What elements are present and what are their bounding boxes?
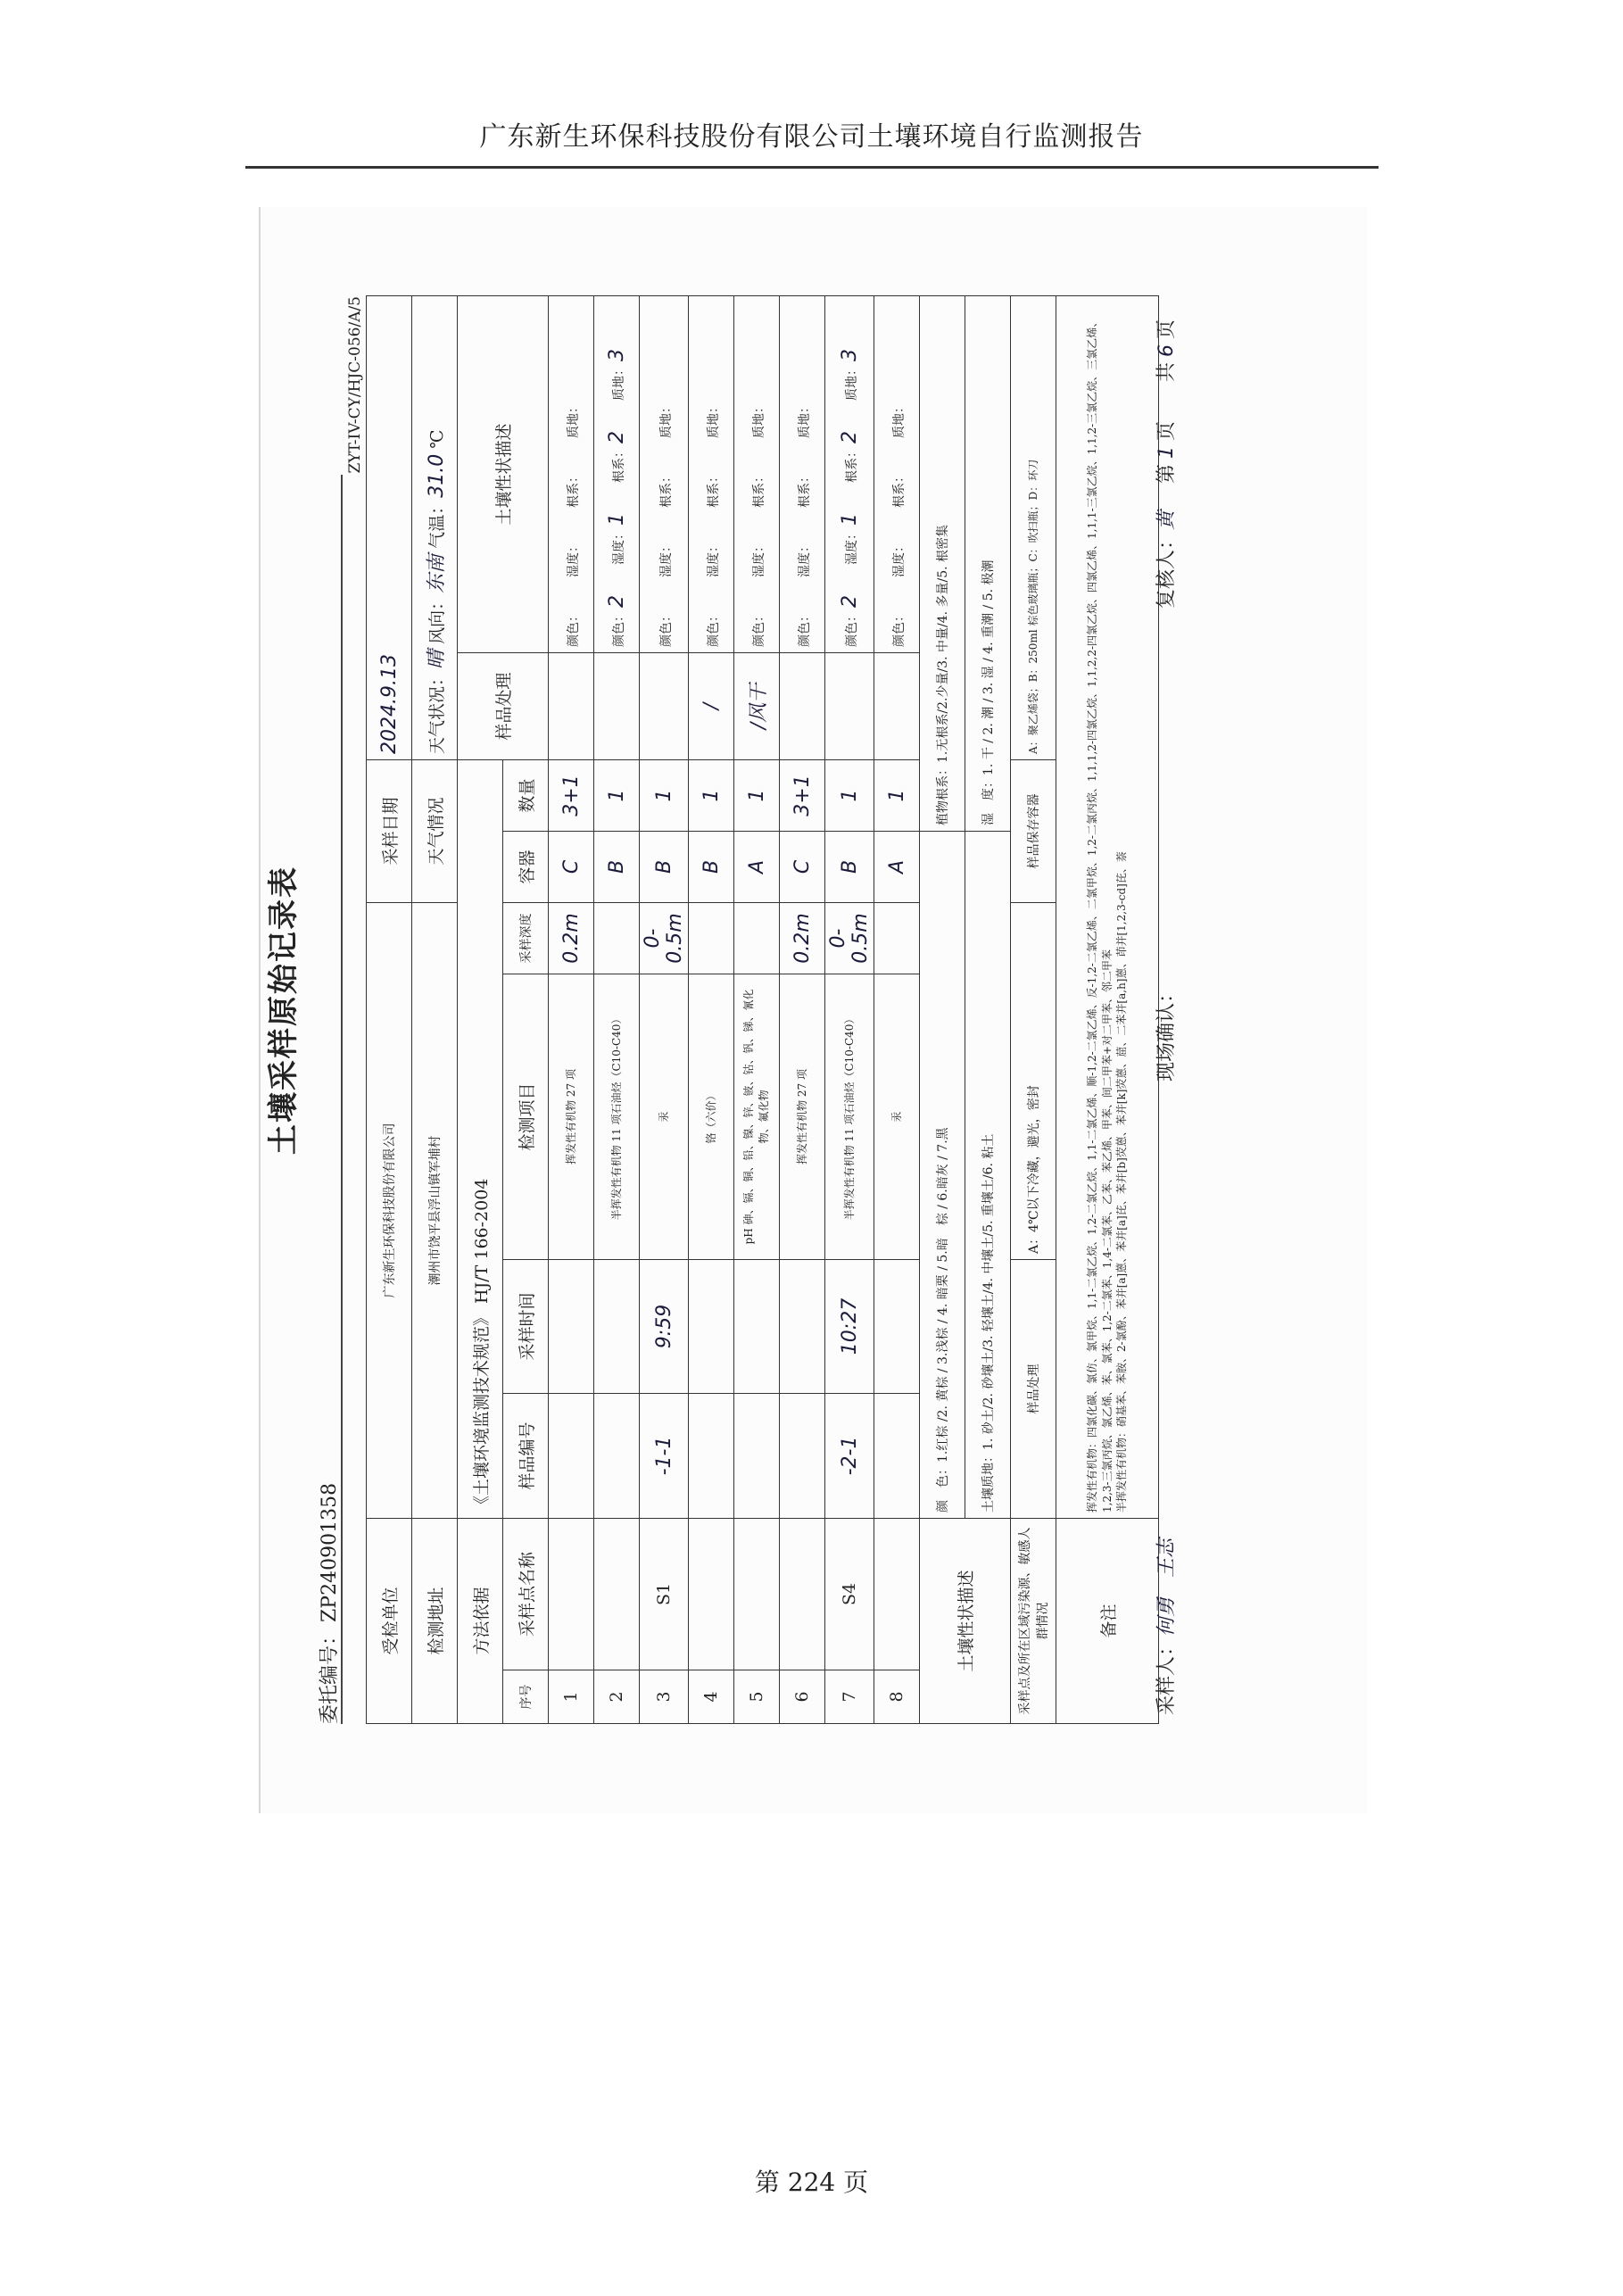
desc-color-label: 颜色： bbox=[891, 609, 907, 647]
table-row bbox=[594, 295, 640, 1723]
cell-sample-no bbox=[780, 1393, 825, 1518]
cell-container: B bbox=[689, 831, 734, 902]
desc-moisture bbox=[605, 512, 628, 565]
cell-item: 挥发性有机物 27 项 bbox=[780, 974, 825, 1259]
storage-treat-label: 样品处理 bbox=[1011, 1259, 1056, 1518]
storage-container-label: 样品保存容器 bbox=[1011, 759, 1056, 902]
weather-label: 天气情况 bbox=[412, 759, 458, 902]
col-seq: 序号 bbox=[503, 1670, 549, 1724]
desc-color-label: 颜色： bbox=[751, 609, 766, 647]
desc-root-label: 根系： bbox=[566, 469, 581, 508]
col-item: 检测项目 bbox=[503, 974, 549, 1259]
date-label: 采样日期 bbox=[367, 759, 412, 902]
table-row bbox=[780, 295, 825, 1723]
cell-item: 半挥发性有机物 11 项石油烃（C10-C40） bbox=[825, 974, 874, 1259]
legend-root: 植物根系：1.无根系/2.少量/3. 中量/4. 多量/5. 根密集 bbox=[920, 295, 965, 831]
desc-texture-label: 质地： bbox=[751, 400, 766, 438]
cell-point bbox=[549, 1518, 594, 1670]
desc-moisture-value: 1 bbox=[838, 512, 861, 526]
col-depth: 采样深度 bbox=[503, 902, 549, 974]
cell-container: B bbox=[594, 831, 640, 902]
cell-sample-no bbox=[874, 1393, 920, 1518]
cell-container: A bbox=[874, 831, 920, 902]
unit-label: 受检单位 bbox=[367, 1518, 412, 1723]
date-value: 2024.9.13 bbox=[367, 295, 412, 759]
desc-texture-label: 质地： bbox=[658, 400, 674, 438]
desc-texture bbox=[605, 348, 628, 401]
desc-texture-label: 质地： bbox=[797, 400, 812, 438]
cell-seq: 6 bbox=[780, 1670, 825, 1724]
desc-moisture bbox=[892, 538, 907, 577]
info-row-unit bbox=[367, 295, 412, 1723]
desc-root-label: 根系： bbox=[797, 469, 812, 508]
desc-color-label: 颜色： bbox=[797, 609, 812, 647]
desc-root-value: 2 bbox=[605, 430, 628, 443]
desc-color-value: 2 bbox=[838, 594, 861, 608]
cell-item: 汞 bbox=[640, 974, 689, 1259]
cell-depth: 0.2m bbox=[549, 902, 594, 974]
col-time: 采样时间 bbox=[503, 1259, 549, 1393]
table-row bbox=[549, 295, 594, 1723]
cell-desc bbox=[734, 295, 780, 652]
desc-texture bbox=[752, 399, 766, 438]
cell-sample-no: -2-1 bbox=[825, 1393, 874, 1518]
cell-seq: 2 bbox=[594, 1670, 640, 1724]
storage-treat-value: A：4℃以下冷藏，避光，密封 bbox=[1011, 902, 1056, 1259]
desc-color bbox=[838, 594, 861, 647]
desc-moisture bbox=[798, 538, 812, 577]
storage-row bbox=[1011, 295, 1056, 1723]
cell-time: 9:59 bbox=[640, 1259, 689, 1393]
cell-treat bbox=[594, 652, 640, 759]
desc-color-label: 颜色： bbox=[566, 609, 581, 647]
desc-texture-label: 质地： bbox=[844, 362, 859, 401]
desc-root bbox=[567, 468, 581, 508]
cell-seq: 4 bbox=[689, 1670, 734, 1724]
cell-container: B bbox=[825, 831, 874, 902]
weather-value bbox=[412, 295, 458, 759]
desc-texture bbox=[838, 348, 861, 401]
desc-color-value: 2 bbox=[605, 594, 628, 608]
cell-desc bbox=[594, 295, 640, 652]
doc-code: ZYT-IV-CY/HJC-056/A/5 bbox=[346, 296, 364, 474]
onsite-confirm bbox=[1151, 983, 1179, 1082]
desc-color-label: 颜色： bbox=[844, 609, 859, 647]
temp-unit: ℃ bbox=[426, 429, 447, 449]
sampler-label: 采样人： bbox=[1155, 1636, 1178, 1715]
desc-root bbox=[752, 468, 766, 508]
desc-root bbox=[798, 468, 812, 508]
cell-treat: / bbox=[689, 652, 734, 759]
desc-root bbox=[659, 468, 674, 508]
cell-depth bbox=[594, 902, 640, 974]
cell-desc bbox=[874, 295, 920, 652]
legend-label: 土壤性状描述 bbox=[920, 1518, 1011, 1723]
addr-label: 检测地址 bbox=[412, 1518, 458, 1723]
cell-sample-no bbox=[689, 1393, 734, 1518]
storage-container-value: A：聚乙烯袋；B：250ml 棕色玻璃瓶；C：吹扫瓶；D：环刀 bbox=[1011, 295, 1056, 759]
page-pre: 第 bbox=[1155, 463, 1178, 484]
cell-item: 铬（六价） bbox=[689, 974, 734, 1259]
unit-value: 广东新生环保科技股份有限公司 bbox=[367, 902, 412, 1518]
desc-color-label: 颜色： bbox=[658, 609, 674, 647]
desc-root bbox=[892, 468, 907, 508]
cell-container: C bbox=[549, 831, 594, 902]
desc-root-label: 根系： bbox=[891, 469, 907, 508]
cell-treat bbox=[780, 652, 825, 759]
remarks-label: 备注 bbox=[1056, 1518, 1159, 1723]
desc-moisture bbox=[707, 538, 721, 577]
table-row bbox=[640, 295, 689, 1723]
desc-color-label: 颜色： bbox=[706, 609, 721, 647]
desc-root bbox=[707, 468, 721, 508]
desc-moisture bbox=[752, 538, 766, 577]
weather-text: 天气状况： bbox=[426, 668, 447, 754]
form-title: 土壤采样原始记录表 bbox=[266, 866, 302, 1155]
cell-time bbox=[780, 1259, 825, 1393]
method-label: 方法依据 bbox=[458, 1518, 503, 1723]
cell-desc bbox=[825, 295, 874, 652]
col-qty: 数量 bbox=[503, 759, 549, 831]
desc-root-label: 根系： bbox=[658, 469, 674, 508]
sample-rows bbox=[549, 295, 920, 1723]
cell-point bbox=[594, 1518, 640, 1670]
pollution-label: 采样点及所在区域污染源、敏感人群情况 bbox=[1011, 1518, 1056, 1723]
commission-rule bbox=[341, 475, 343, 1724]
cell-sample-no: -1-1 bbox=[640, 1393, 689, 1518]
desc-moisture bbox=[838, 512, 861, 565]
legend-row-2 bbox=[965, 295, 1011, 1723]
legend-moisture: 湿 度：1. 干 / 2. 潮 / 3. 湿 / 4. 重潮 / 5. 极潮 bbox=[965, 295, 1011, 831]
reviewer bbox=[1151, 510, 1179, 609]
info-row-addr bbox=[412, 295, 458, 1723]
cell-item: 汞 bbox=[874, 974, 920, 1259]
remarks-voc: 挥发性有机物：四氯化碳、氯仿、氯甲烷、1,1-二氯乙烷、1,2-二氯乙烷、1,1-二氯乙烯、顺-1,2-二氯乙烯、反-1,2-二氯乙烯、二氯甲烷、1,2-二氯丙烷、1,1,1,2-四氯乙烷、1,1,2,2-四氯乙烷、四氯乙烯、1,1,1-三氯乙烷、1,1,2-三氯乙烷、三氯乙烯、1,2,3-三氯丙烷、氯乙烯、苯、氯苯、1,2-二氯苯、1,4-二氯苯、乙苯、苯乙烯、甲苯、间二甲苯+对二甲苯、邻二甲苯 bbox=[1085, 316, 1114, 1513]
cell-sample-no bbox=[594, 1393, 640, 1518]
cell-item: pH 砷、镉、铜、铅、镍、锌、铍、钴、钒、锑、氰化物、氟化物 bbox=[734, 974, 780, 1259]
cell-container: B bbox=[640, 831, 689, 902]
cell-point bbox=[874, 1518, 920, 1670]
desc-color bbox=[752, 608, 766, 647]
desc-color bbox=[605, 594, 628, 647]
desc-root-value: 2 bbox=[838, 430, 861, 443]
rotated-form bbox=[266, 296, 1258, 1724]
desc-moisture-label: 湿度： bbox=[658, 539, 674, 577]
desc-root-label: 根系： bbox=[751, 469, 766, 508]
desc-root-label: 根系： bbox=[611, 444, 626, 483]
desc-color bbox=[798, 608, 812, 647]
cell-qty: 1 bbox=[594, 759, 640, 831]
desc-texture-value: 3 bbox=[605, 348, 628, 361]
desc-texture-label: 质地： bbox=[566, 400, 581, 438]
desc-moisture-value: 1 bbox=[605, 512, 628, 526]
desc-moisture-label: 湿度： bbox=[844, 526, 859, 565]
cell-time bbox=[549, 1259, 594, 1393]
info-row-method bbox=[458, 295, 503, 1723]
table-row bbox=[689, 295, 734, 1723]
cell-point bbox=[689, 1518, 734, 1670]
page-num: 1 bbox=[1155, 445, 1178, 459]
reviewer-signature: 黄 bbox=[1155, 510, 1178, 530]
cell-container: C bbox=[780, 831, 825, 902]
commission bbox=[314, 1483, 342, 1724]
cell-treat: /风干 bbox=[734, 652, 780, 759]
desc-color-label: 颜色： bbox=[611, 609, 626, 647]
page-total: 6 bbox=[1155, 344, 1178, 357]
table-row bbox=[825, 295, 874, 1723]
desc-moisture-label: 湿度： bbox=[566, 539, 581, 577]
onsite-label: 现场确认： bbox=[1155, 982, 1178, 1082]
table-row bbox=[734, 295, 780, 1723]
remarks-svoc: 半挥发性有机物：硝基苯、苯胺、2-氯酚、苯并[a]蒽、苯并[a]芘、苯并[b]荧蒽、苯并[k]荧蒽、䓛、二苯并[a,h]蒽、茚并[1,2,3-cd]芘、萘 bbox=[1115, 851, 1129, 1513]
commission-no: ZP240901358 bbox=[319, 1482, 341, 1622]
desc-texture-label: 质地： bbox=[706, 400, 721, 438]
page-mid: 页 共 bbox=[1155, 361, 1178, 441]
cell-depth bbox=[689, 902, 734, 974]
remarks-row bbox=[1056, 295, 1159, 1723]
report-header: 广东新生环保科技股份有限公司土壤环境自行监测报告 bbox=[479, 121, 1144, 153]
desc-moisture-label: 湿度： bbox=[611, 526, 626, 565]
cell-time: 10:27 bbox=[825, 1259, 874, 1393]
desc-moisture-label: 湿度： bbox=[797, 539, 812, 577]
record-table bbox=[366, 295, 1159, 1724]
col-sample-no: 样品编号 bbox=[503, 1393, 549, 1518]
form-page-count bbox=[1151, 319, 1179, 484]
cell-qty: 3+1 bbox=[549, 759, 594, 831]
cell-item: 挥发性有机物 27 项 bbox=[549, 974, 594, 1259]
desc-color bbox=[707, 608, 721, 647]
cell-treat bbox=[549, 652, 594, 759]
desc-color bbox=[659, 608, 674, 647]
cell-time bbox=[874, 1259, 920, 1393]
cell-desc bbox=[689, 295, 734, 652]
desc-moisture bbox=[567, 538, 581, 577]
desc-root-label: 根系： bbox=[706, 469, 721, 508]
cell-seq: 5 bbox=[734, 1670, 780, 1724]
desc-texture-value: 3 bbox=[838, 348, 861, 361]
temp-text: 气温： bbox=[426, 497, 447, 549]
cell-time bbox=[734, 1259, 780, 1393]
cell-qty: 1 bbox=[825, 759, 874, 831]
legend-color: 颜 色：1.红棕 /2. 黄棕 / 3.浅棕 / 4. 暗栗 / 5.暗 棕 / 6.暗灰 / 7.黑 bbox=[920, 831, 965, 1518]
desc-texture-label: 质地： bbox=[891, 400, 907, 438]
cell-desc bbox=[780, 295, 825, 652]
cell-depth: 0-0.5m bbox=[825, 902, 874, 974]
wind-text: 风向： bbox=[426, 593, 447, 644]
col-desc: 土壤性状描述 bbox=[458, 295, 549, 652]
cell-time bbox=[689, 1259, 734, 1393]
cell-qty: 1 bbox=[689, 759, 734, 831]
cell-treat bbox=[874, 652, 920, 759]
sampler-signature: 何勇 王志 bbox=[1155, 1538, 1178, 1637]
legend-row-1 bbox=[920, 295, 965, 1723]
desc-texture bbox=[707, 399, 721, 438]
cell-container: A bbox=[734, 831, 780, 902]
page-post: 页 bbox=[1155, 319, 1178, 339]
table-row bbox=[874, 295, 920, 1723]
cell-point bbox=[780, 1518, 825, 1670]
col-container: 容器 bbox=[503, 831, 549, 902]
desc-texture bbox=[892, 399, 907, 438]
desc-texture-label: 质地： bbox=[611, 362, 626, 401]
header-rule bbox=[245, 166, 1379, 169]
cell-seq: 7 bbox=[825, 1670, 874, 1724]
desc-moisture bbox=[659, 538, 674, 577]
desc-texture bbox=[798, 399, 812, 438]
desc-root bbox=[838, 430, 861, 483]
commission-label: 委托编号： bbox=[319, 1625, 341, 1724]
cell-point bbox=[734, 1518, 780, 1670]
cell-sample-no bbox=[549, 1393, 594, 1518]
cell-desc bbox=[549, 295, 594, 652]
cell-depth bbox=[734, 902, 780, 974]
cell-qty: 1 bbox=[640, 759, 689, 831]
col-point: 采样点名称 bbox=[503, 1518, 549, 1670]
cell-qty: 1 bbox=[734, 759, 780, 831]
col-treat: 样品处理 bbox=[458, 652, 549, 759]
cell-treat bbox=[825, 652, 874, 759]
cell-point: S1 bbox=[640, 1518, 689, 1670]
wind-hw: 东南 bbox=[425, 553, 448, 593]
cell-seq: 3 bbox=[640, 1670, 689, 1724]
desc-texture bbox=[659, 399, 674, 438]
page-footer: 第 224 页 bbox=[754, 2168, 869, 2197]
legend-texture: 土壤质地：1. 砂土/2. 砂壤土/3. 轻壤土/4. 中壤土/5. 重壤土/6. 粘土 bbox=[965, 831, 1011, 1518]
temp-hw: 31.0 bbox=[425, 453, 448, 498]
cell-qty: 1 bbox=[874, 759, 920, 831]
addr-value: 潮州市饶平县浮山镇军埔村 bbox=[412, 902, 458, 1518]
weather-hw: 晴 bbox=[425, 649, 448, 669]
desc-moisture-label: 湿度： bbox=[751, 539, 766, 577]
cell-point: S4 bbox=[825, 1518, 874, 1670]
remarks-body bbox=[1056, 295, 1159, 1518]
desc-root bbox=[605, 430, 628, 483]
sampler bbox=[1151, 1538, 1179, 1715]
cell-time bbox=[594, 1259, 640, 1393]
desc-color bbox=[892, 608, 907, 647]
desc-texture bbox=[567, 399, 581, 438]
cell-depth bbox=[874, 902, 920, 974]
cell-qty: 3+1 bbox=[780, 759, 825, 831]
desc-moisture-label: 湿度： bbox=[706, 539, 721, 577]
cell-depth: 0-0.5m bbox=[640, 902, 689, 974]
cell-item: 半挥发性有机物 11 项石油烃（C10-C40） bbox=[594, 974, 640, 1259]
desc-color bbox=[567, 608, 581, 647]
cell-depth: 0.2m bbox=[780, 902, 825, 974]
cell-seq: 8 bbox=[874, 1670, 920, 1724]
cell-treat bbox=[640, 652, 689, 759]
cell-sample-no bbox=[734, 1393, 780, 1518]
cell-desc bbox=[640, 295, 689, 652]
reviewer-label: 复核人： bbox=[1155, 529, 1178, 609]
cell-seq: 1 bbox=[549, 1670, 594, 1724]
desc-moisture-label: 湿度： bbox=[891, 539, 907, 577]
method-value: 《土壤环境监测技术规范》 HJ/T 166-2004 bbox=[458, 759, 503, 1518]
desc-root-label: 根系： bbox=[844, 444, 859, 483]
